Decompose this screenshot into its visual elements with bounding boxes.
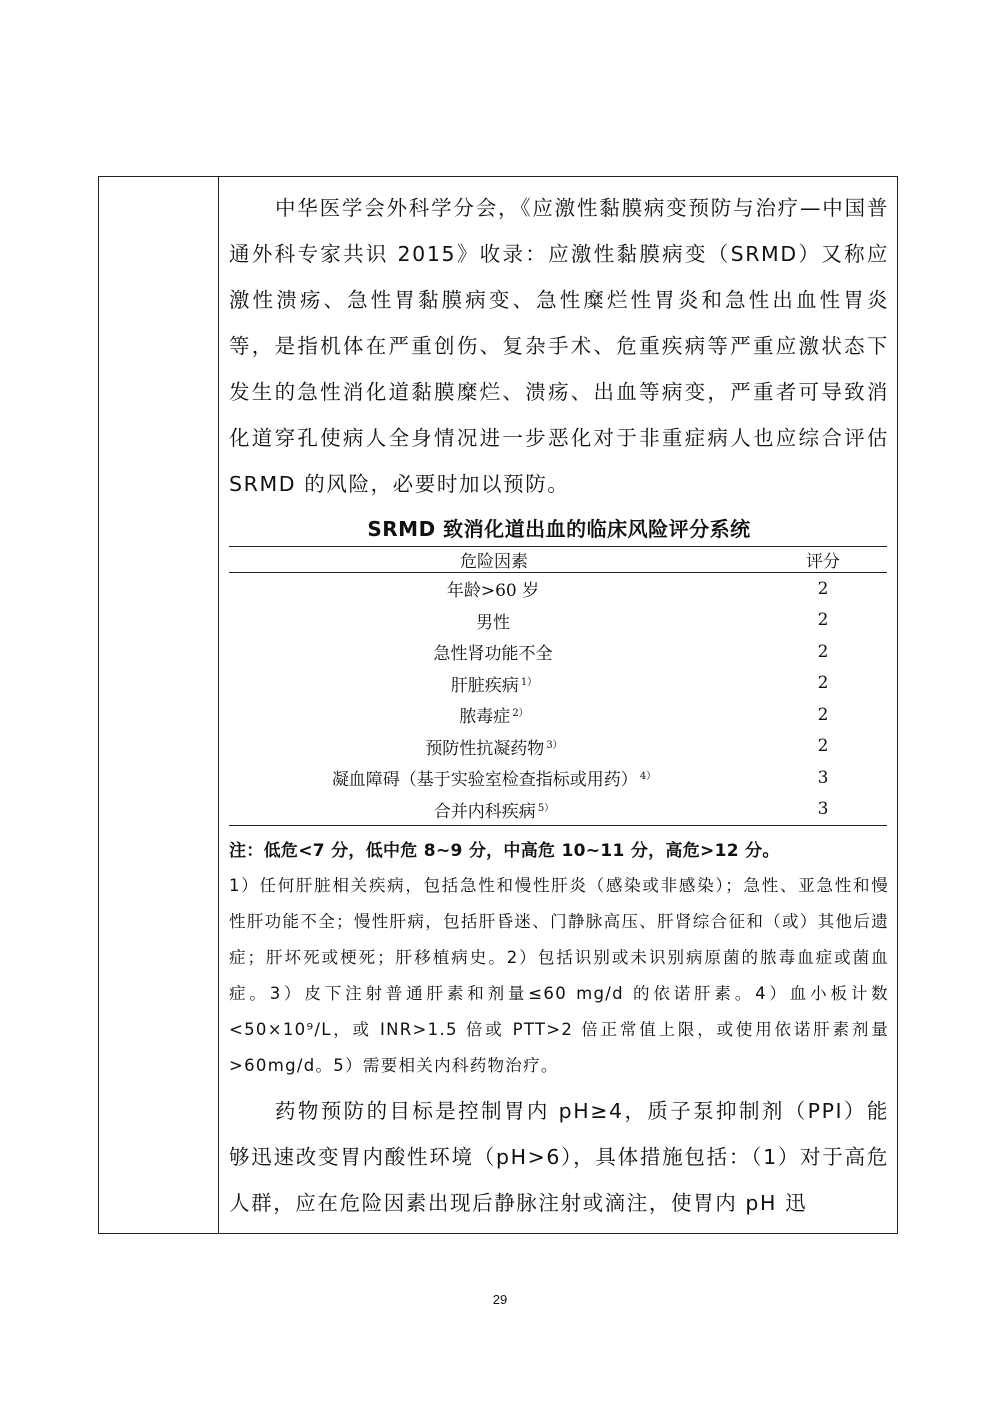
table-row — [229, 605, 887, 637]
prevention-paragraph: 药物预防的目标是控制胃内 pH≥4，质子泵抑制剂（PPI）能够迅速改变胃内酸性环境（pH>6），具体措施包括：（1）对于高危人群，应在危险因素出现后静脉注射或滴注，使胃内 pH 迅 — [229, 1099, 889, 1215]
risk-factor: 肝脏疾病 — [450, 675, 519, 696]
table-row — [229, 794, 887, 826]
risk-factor: 男性 — [476, 612, 510, 633]
score-value: 3 — [817, 767, 829, 788]
score-table-title: SRMD 致消化道出血的临床风险评分系统 — [367, 517, 751, 541]
document-table — [98, 176, 898, 1234]
intro-paragraph: 中华医学会外科学分会，《应激性黏膜病变预防与治疗—中国普通外科专家共识 2015》收录：应激性黏膜病变（SRMD）又称应激性溃疡、急性胃黏膜病变、急性糜烂性胃炎和急性出血性胃炎等，是指机体在严重创伤、复杂手术、危重疾病等严重应激状态下发生的急性消化道黏膜糜烂、溃疡、出血等病变，严重者可导致消化道穿孔使病人全身情况进一步恶化对于非重症病人也应综合评估 SRMD 的风险，必要时加以预防。 — [229, 196, 889, 496]
risk-score-table — [229, 546, 887, 826]
risk-factor: 合并内科疾病 — [433, 801, 536, 822]
risk-level-summary: 注：低危<7 分，低中危 8~9 分，中高危 10~11 分，高危>12 分。 — [229, 841, 780, 861]
left-column-cell — [99, 177, 219, 1233]
score-value: 2 — [817, 673, 829, 694]
page-number: 29 — [492, 1292, 508, 1307]
header-score: 评分 — [759, 547, 887, 573]
footnote-ref: 3） — [546, 739, 563, 751]
risk-factor: 急性肾功能不全 — [433, 644, 553, 665]
score-value: 2 — [817, 641, 829, 662]
risk-factor: 凝血障碍（基于实验室检查指标或用药） — [331, 770, 638, 791]
table-row — [229, 636, 887, 668]
table-row — [229, 731, 887, 763]
table-row — [229, 668, 887, 700]
score-value: 2 — [817, 610, 829, 631]
header-risk-factor: 危险因素 — [229, 547, 759, 573]
footnote-ref: 5） — [537, 802, 555, 814]
footnote-ref: 1） — [520, 676, 538, 688]
table-row — [229, 699, 887, 731]
footnote-ref: 2） — [512, 708, 529, 720]
score-value: 2 — [817, 578, 829, 599]
content-cell — [229, 185, 889, 1226]
risk-factor: 预防性抗凝药物 — [425, 738, 545, 759]
table-row — [229, 573, 887, 605]
table-row — [229, 762, 887, 794]
score-value: 2 — [817, 704, 829, 725]
table-header-row — [229, 547, 887, 573]
risk-factor: 年龄>60 岁 — [446, 581, 540, 602]
risk-factor: 脓毒症 — [459, 707, 511, 728]
score-value: 3 — [817, 799, 829, 820]
footnote-ref: 4） — [639, 771, 657, 783]
score-value: 2 — [817, 736, 829, 757]
footnotes-paragraph: 1）任何肝脏相关疾病，包括急性和慢性肝炎（感染或非感染）；急性、亚急性和慢性肝功能不全；慢性肝病，包括肝昏迷、门静脉高压、肝肾综合征和（或）其他后遗症；肝坏死或梗死；肝移植病史。2）包括识别或未识别病原菌的脓毒血症或菌血症。3）皮下注射普通肝素和剂量≤60 mg/d 的依诺肝素。4）血小板计数<50×10⁹/L，或 INR>1.5 倍或 PTT>2 倍正常值上限，或使用依诺肝素剂量>60mg/d。5）需要相关内科药物治疗。 — [229, 876, 889, 1075]
